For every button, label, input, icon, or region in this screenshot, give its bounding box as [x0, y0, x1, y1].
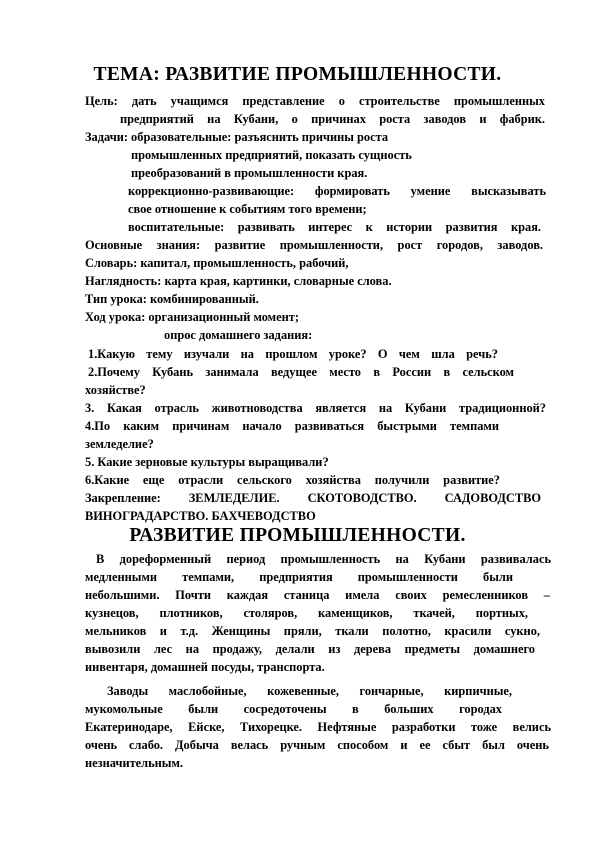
section-heading: РАЗВИТИЕ ПРОМЫШЛЕННОСТИ.: [129, 525, 466, 546]
reinforcement-line-2: ВИНОГРАДАРСТВО. БАХЧЕВОДСТВО: [85, 509, 316, 523]
question-4b: земледелие?: [85, 437, 154, 451]
paragraph-1-line-6: вывозили лес на продажу, делали из дерева предметы домашнего: [85, 642, 535, 656]
paragraph-1-line-1: В дореформенный период промышленность на Кубани развивалась: [96, 552, 551, 566]
tasks-line-5: свое отношение к событиям того времени;: [128, 202, 367, 216]
lesson-type-line: Тип урока: комбинированный.: [85, 292, 259, 306]
knowledge-line: Основные знания: развитие промышленности, рост городов, заводов.: [85, 238, 543, 252]
paragraph-1-line-4: кузнецов, плотников, столяров, каменщиков, ткачей, портных,: [85, 606, 528, 620]
page-title: ТЕМА: РАЗВИТИЕ ПРОМЫШЛЕННОСТИ.: [93, 64, 502, 85]
paragraph-1-line-3: небольшими. Почти каждая станица имела своих ремесленников –: [85, 588, 550, 602]
paragraph-1-line-2: медленными темпами, предприятия промышленности были: [85, 570, 513, 584]
paragraph-2-line-3: Екатеринодаре, Ейске, Тихорецке. Нефтяные разработки тоже велись: [85, 720, 551, 734]
tasks-line-1: Задачи: образовательные: разъяснить причины роста: [85, 130, 389, 144]
question-1: 1.Какую тему изучали на прошлом уроке? О чем шла речь?: [88, 347, 498, 361]
goal-line-1: Цель: дать учащимся представление о строительстве промышленных: [85, 94, 545, 108]
question-3: 3. Какая отрасль животноводства является на Кубани традиционной?: [85, 401, 546, 415]
paragraph-2-line-2: мукомольные были сосредоточены в больших городах: [85, 702, 502, 716]
question-4a: 4.По каким причинам начало развиваться быстрыми темпами: [85, 419, 499, 433]
tasks-line-2: промышленных предприятий, показать сущность: [131, 148, 412, 162]
paragraph-1-line-5: мельников и т.д. Женщины пряли, ткали полотно, красили сукно,: [85, 624, 540, 638]
paragraph-2-line-5: незначительным.: [85, 756, 184, 770]
question-2a: 2.Почему Кубань занимала ведущее место в России в сельском: [88, 365, 514, 379]
tasks-line-4: коррекционно-развивающие: формировать умение высказывать: [128, 184, 546, 198]
reinforcement-line-1: Закрепление: ЗЕМЛЕДЕЛИЕ. СКОТОВОДСТВО. САДОВОДСТВО: [85, 491, 541, 505]
goal-line-2: предприятий на Кубани, о причинах роста заводов и фабрик.: [120, 112, 545, 126]
paragraph-1-line-7: инвентаря, домашней посуды, транспорта.: [85, 660, 325, 674]
tasks-line-3: преобразований в промышленности края.: [131, 166, 368, 180]
question-6: 6.Какие еще отрасли сельского хозяйства получили развитие?: [85, 473, 500, 487]
paragraph-2-line-4: очень слабо. Добыча велась ручным способом и ее сбыт был очень: [85, 738, 549, 752]
tasks-line-6: воспитательные: развивать интерес к истории развития края.: [128, 220, 541, 234]
question-5: 5. Какие зерновые культуры выращивали?: [85, 455, 329, 469]
question-2b: хозяйстве?: [85, 383, 146, 397]
paragraph-2-line-1: Заводы маслобойные, кожевенные, гончарные, кирпичные,: [107, 684, 512, 698]
homework-line: опрос домашнего задания:: [164, 328, 313, 342]
vocab-line: Словарь: капитал, промышленность, рабочий,: [85, 256, 349, 270]
visual-aids-line: Наглядность: карта края, картинки, словарные слова.: [85, 274, 392, 288]
lesson-course-line: Ход урока: организационный момент;: [85, 310, 299, 324]
